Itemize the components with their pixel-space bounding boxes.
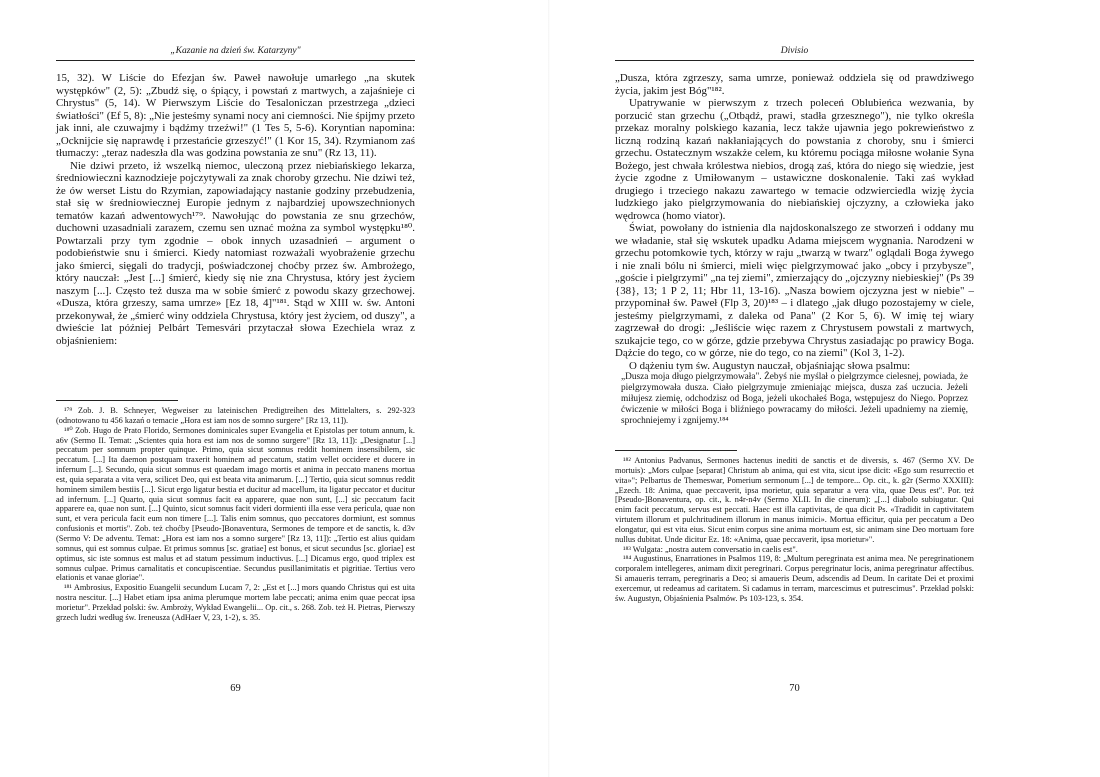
right-paragraph: Upatrywanie w pierwszym z trzech poleceń Oblubieńca wezwania, by porzucić stan grzechu („Otbądź, prawi, stadła grzesznego"), nie tylko określa przekaz moralny polskiego kazania, lecz także ujawnia jego pokrewieństwo z liczną rodziną kazań nakłaniających do powstania z choroby, snu i śmierci grzechu. Ostatecznym wszakże celem, ku któremu pociąga miłosne wołanie Syna Bożego, jest chwała królestwa niebios, drogą zaś, która do niego się wiedzie, jest życie zgodne z Umiłowanym – ustawiczne doskonalenie. Taki zaś wykład drugiego i trzeciego nakazu zawartego w temacie odzwierciedla wizję życia ludzkiego jako pielgrzymowania do niebiańskiej ojczyzny, a człowieka jako wędrowca (homo viator). xyxy=(615,97,974,222)
left-footnotes xyxy=(56,406,415,623)
footnote-184: ¹⁸⁴ Augustinus, Enarrationes in Psalmos 119, 8: „Multum peregrinata est anima mea. Ne peregrinationem corporalem intellegeres, animam dixit peregrinari. Corpus peregrinatur locis, anima peregrinatur affectibus. Si amaueris terram, peregrinaris a Deo; si amaueris Deum, adscendis ad Deum. In caritate Dei et proximi exercemur, ut redeamus ad caritatem. Si cadamus in terram, marcescimus et putrescimus". Przekład polski: św. Augustyn, Objaśnienia Psalmów. Ps 103-123, s. 354. xyxy=(615,554,974,603)
block-quote: „Dusza moja długo pielgrzymowała". Żebyś nie myślał o pielgrzymce cielesnej, powiada, że pielgrzymowała dusza. Ciało pielgrzymuje zmieniając miejsca, dusza zaś uczucia. Jeżeli miłujesz ziemię, odchodzisz od Boga, jeżeli ukochałeś Boga, wstępujesz do Niego. Poprzez ćwiczenie w miłości Boga i bliźniego powracamy do miłości. Jeżeli upadniemy na ziemię, sprochniejemy i zgnijemy.¹⁸⁴ xyxy=(621,372,968,426)
right-paragraph: Świat, powołany do istnienia dla najdoskonalszego ze stworzeń i oddany mu we władanie, stał się wskutek upadku Adama miejscem wygnania. Narodzeni w grzechu potomkowie tych, którzy w raju „twarzą w twarz" oglądali Boga żywego i nie znali bólu ni śmierci, mieli więc pielgrzymować jako „obcy i przybysze", „goście i pielgrzymi" „na tej ziemi", zmierzający do „ojczyzny niebieskiej" (Ps 39 {38}, 13; 1 P 2, 11; Hbr 11, 13-16). „Nasza bowiem ojczyzna jest w niebie" – przypominał św. Paweł (Flp 3, 20)¹⁸³ – i dlatego „jak długo pozostajemy w ciele, jesteśmy pielgrzymami, z daleka od Pana" (2 Kor 5, 6). W imię tej wiary zagrzewał do drogi: „Jeśliście więc razem z Chrystusem powstali z martwych, szukajcie tego, co w górze, gdzie przebywa Chrystus zasiadając po prawicy Boga. Dążcie do tego, co w górze, nie do tego, co na ziemi" (Kol 3, 1-2). xyxy=(615,222,974,359)
left-page xyxy=(56,0,415,777)
left-paragraph: Nie dziwi przeto, iż wszelką niemoc, uleczoną przez niebiańskiego lekarza, średniowieczni kaznodzieje pojczytywali za znak choroby grzechu. Nie dziwi też, że ów werset Listu do Rzymian, zapowiadający nastanie godziny przebudzenia, stał się w średniowiecznej Europie jednym z najbardziej upowszechnionych tematów kazań adwentowych¹⁷⁹. Nawołując do powstania ze snu grzechów, duchowni uzasadniali zarazem, czemu sen uznać można za symbol występku¹⁸⁰. Powtarzali przy tym zgodnie – obok innych uzasadnień – argument o podobieństwie snu i śmierci. Kiedy natomiast rozważali wyobrażenie grzechu jako śmierci, sięgali do tradycji, poświadczonej choćby przez św. Ambrożego, który nauczał: „Jest [...] śmierć, kiedy się nie zna Chrystusa, który jest życiem naszym [...]. Często też dusza ma w sobie śmierć z powodu skazy grzechowej. «Dusza, która grzeszy, sama umrze» [Ez 18, 4]"¹⁸¹. Stąd w XIII w. św. Antoni przekonywał, że „śmierć winy oddziela Chrystusa, który jest życiem, od duszy", a dwieście lat później Pelbárt Temesvári przytaczał słowa Ezechiela wraz z objaśnieniem: xyxy=(56,159,415,347)
book-gutter xyxy=(548,0,550,777)
left-body-text xyxy=(56,72,415,347)
left-running-head: „Kazanie na dzień św. Katarzyny" xyxy=(170,46,301,56)
right-page-number: 70 xyxy=(789,683,800,694)
right-page xyxy=(615,0,974,777)
left-paragraph: 15, 32). W Liście do Efezjan św. Paweł nawołuje umarłego „na skutek występków" (2, 5): „Zbudź się, o śpiący, i powstań z martwych, a zajaśnieje ci Chrystus" (5, 14). W Pierwszym Liście do Tesaloniczan przestrzega „dzieci światłości" (Ef 5, 8): „Nie jesteśmy synami nocy ani ciemności. Nie śpijmy przeto jak inni, ale czuwajmy i bądźmy trzeźwi!" (1 Tes 5, 5-6). Koryntian napomina: „Ocknijcie się naprawdę i przestańcie grzeszyć!" (1 Kor 15, 34). Rzymianom zaś tłumaczy: „teraz nadeszła dla was godzina powstania ze snu" (Rz 13, 11). xyxy=(56,72,415,159)
right-body-text xyxy=(615,72,974,427)
footnote-183: ¹⁸³ Wulgata: „nostra autem conversatio in caelis est". xyxy=(623,544,798,554)
right-running-head: Divisio xyxy=(780,46,809,56)
left-head-rule xyxy=(56,60,415,61)
right-head-rule xyxy=(615,60,974,61)
left-page-number: 69 xyxy=(230,683,241,694)
footnote-179: ¹⁷⁹ Zob. J. B. Schneyer, Wegweiser zu lateinischen Predigtreihen des Mittelalters, s. 292-323 (odnotowano tu 456 kazań o temacie „Hora est iam nos de somno surgere" [Rz 13, 11]). xyxy=(56,406,415,425)
right-paragraph: O dążeniu tym św. Augustyn nauczał, objaśniając słowa psalmu: xyxy=(629,359,911,372)
right-footnotes xyxy=(615,456,974,604)
footnote-181: ¹⁸¹ Ambrosius, Expositio Euangelii secundum Lucam 7, 2: „Est et [...] mors quando Christus qui est uita nostra nescitur. [...] Habet etiam ipsa anima plerumque mortem labe peccati; anima enim quae peccat ipsa morietur". Przekład polski: św. Ambroży, Wykład Ewangelii... Op. cit., s. 268. Zob. też H. Pietras, Pierwszy grzech ludzi według św. Ireneusza (AdHaer V, 23, 1-2), s. 35. xyxy=(56,583,415,622)
footnote-180: ¹⁸⁰ Zob. Hugo de Prato Florido, Sermones dominicales super Evangelia et Epistolas per totum annum, k. a6v (Sermo II. Temat: „Scientes quia hora est iam nos de somno surgere" [Rz 13, 11]): „Designatur [...] peccatum per somnum propter quinque. Primo, quia sicut somnus reddit hominem insensibilem, sic peccatum. [...] Ita daemon postquam traxerit hominem ad peccatum, statim vellet occidere et ducere in infernum [...]. Secundo, quia sicut somnus est quaedam imago mortis et anima in peccato manens mortua est, quia separata a vita vera, scilicet Deo, qui est beata vita animarum. [...] Tertio, quia sicut somnus reddit hominem similem bestiis [...]. Sicut ergo ligatur bestia et ducitur ad macellum, ita ligatur peccator et ducitur ad infernum. [...] Quarto, quia sicut somnus facit ea apparere, quae non sunt, [...] sic peccatum facit apparere ea, quae non sunt. [...] Quinto, sicut somnus facit videri dormienti illa esse vera pericula, quae non sunt, et vera pericula facit eum non timere [...]. Talis enim somnus, quo peccatores dormiunt, est somnus confusionis et mortis". Zob. też choćby [Pseudo-]Bonaventura, Sermones de tempore et de sanctis, k. d3v (Sermo V: De adventu. Temat: „Hora est iam nos a somno surgere" [Rz 13, 11]): „Tertio est alius quidam somnus, qui est somnus culpae. Et primus somnus [sc. gratiae] est bonus, et sicut secundus [sc. gloriae] est optimus, sic iste somnus est malus et ad statum pessimum inductivus. [...] Dicamus ergo, quod triplex est somnus culpae. Primus carnalitatis et concupiscentiae. Secundus pusillanimitatis et pigritiae. Tertius vero elationis et vanae gloriae". xyxy=(56,425,415,583)
right-paragraph: „Dusza, która zgrzeszy, sama umrze, ponieważ oddziela się od prawdziwego życia, jakim jest Bóg"¹⁸². xyxy=(615,72,974,97)
right-footnote-rule xyxy=(615,450,737,451)
footnote-182: ¹⁸² Antonius Padvanus, Sermones hactenus inediti de sanctis et de diversis, s. 467 (Sermo XV. De mortuis): „Mors culpae [separat] Christum ab anima, qui est vita, sicut ipse dicit: «Ego sum resurrectio et vita»"; Pelbartus de Themeswar, Pomerium sermonum [...] de tempore... Op. cit., k. g2r (Sermo XXXIII): „Ezech. 18: Anima, quae peccaverit, ipsa morietur, quia separatur a vera vita, quae Deus est". Por. też [Pseudo-]Bonaventura, op. cit., k. n4r-n4v (Sermo XLII. In die cinerum): „[...] diabolo subiugatur. Qui enim facit peccatum, servus est peccati. Haec est illa captivitas, de qua dicit Ps. «Tradidit in captivitatem virtutem illorum et pulchritudinem illorum in manus inimici». Mortua efficitur, quia per peccatum a Deo elongatur, qui est vita eius. Sicut enim corpus sine anima mortuum est, sic animam sine Deo mortuam fore nullus dubitat. Unde dicitur Ez. 18: «Anima, quae peccaverit, ipsa morietur»". xyxy=(615,456,974,544)
left-footnote-rule xyxy=(56,400,178,401)
